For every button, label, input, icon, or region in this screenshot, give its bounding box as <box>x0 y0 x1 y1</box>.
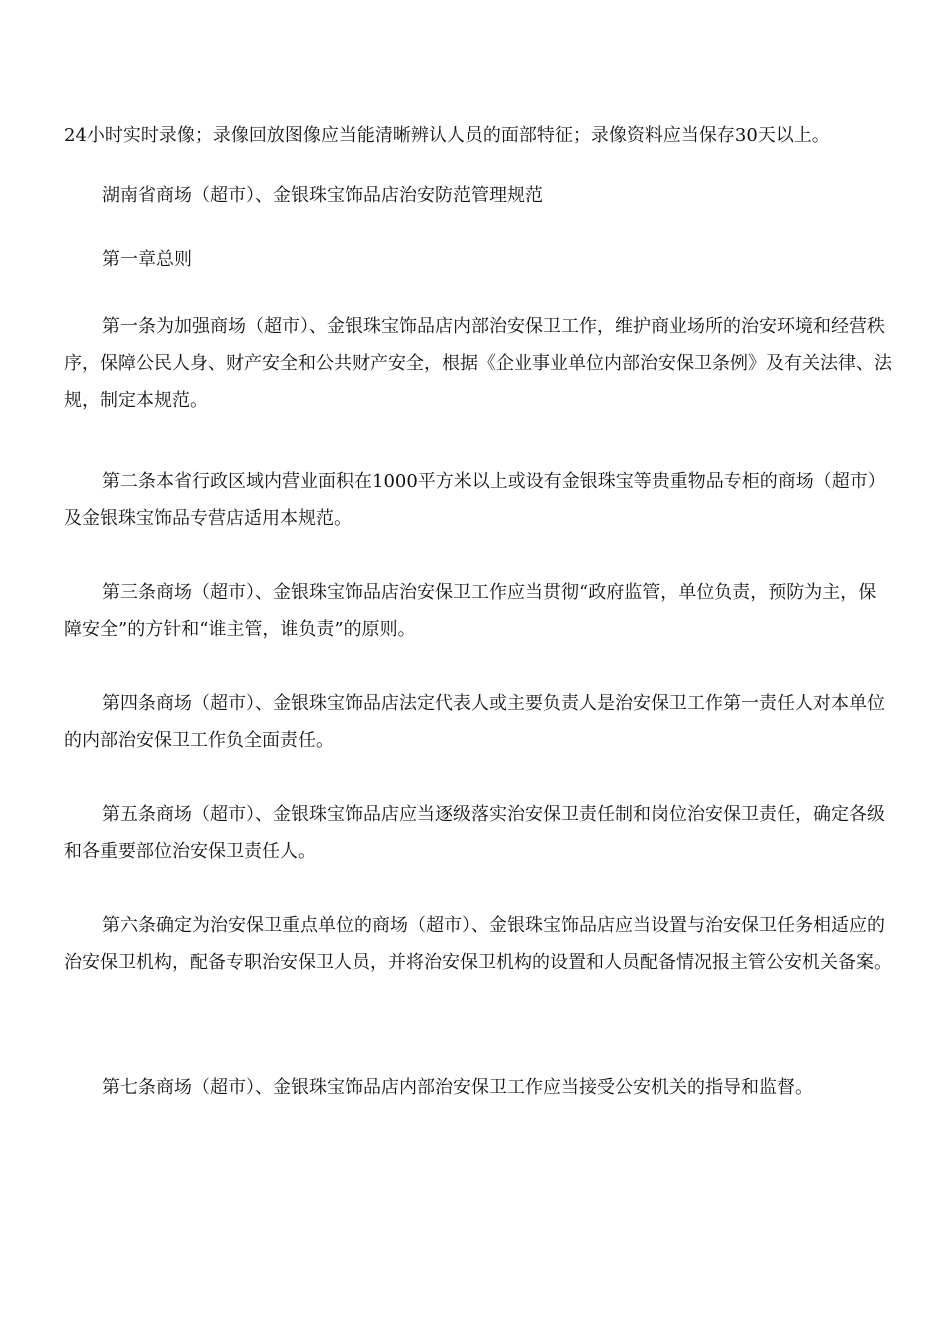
chapter-heading: 第一章总则 <box>102 249 192 270</box>
article-6: 第六条确定为治安保卫重点单位的商场（超市）、金银珠宝饰品店应当设置与治安保卫任务相适应的治安保卫机构，配备专职治安保卫人员，并将治安保卫机构的设置和人员配备情况报主管公安机关备案。 <box>64 915 892 973</box>
article-1: 第一条为加强商场（超市）、金银珠宝饰品店内部治安保卫工作，维护商业场所的治安环境和经营秩序，保障公民人身、财产安全和公共财产安全，根据《企业事业单位内部治安保卫条例》及有关法律、法规，制定本规范。 <box>64 316 892 411</box>
article-4: 第四条商场（超市）、金银珠宝饰品店法定代表人或主要负责人是治安保卫工作第一责任人对本单位的内部治安保卫工作负全面责任。 <box>64 693 885 751</box>
document-title: 湖南省商场（超市）、金银珠宝饰品店治安防范管理规范 <box>102 185 543 206</box>
article-3: 第三条商场（超市）、金银珠宝饰品店治安保卫工作应当贯彻“政府监管，单位负责，预防为主，保障安全”的方针和“谁主管，谁负责”的原则。 <box>64 582 877 640</box>
continuation-text: 24小时实时录像；录像回放图像应当能清晰辨认人员的面部特征；录像资料应当保存30天以上。 <box>64 125 830 146</box>
article-5: 第五条商场（超市）、金银珠宝饰品店应当逐级落实治安保卫责任制和岗位治安保卫责任，确定各级和各重要部位治安保卫责任人。 <box>64 804 885 862</box>
article-7: 第七条商场（超市）、金银珠宝饰品店内部治安保卫工作应当接受公安机关的指导和监督。 <box>102 1077 813 1098</box>
article-2: 第二条本省行政区域内营业面积在1000平方米以上或设有金银珠宝等贵重物品专柜的商场（超市）及金银珠宝饰品专营店适用本规范。 <box>64 471 886 529</box>
